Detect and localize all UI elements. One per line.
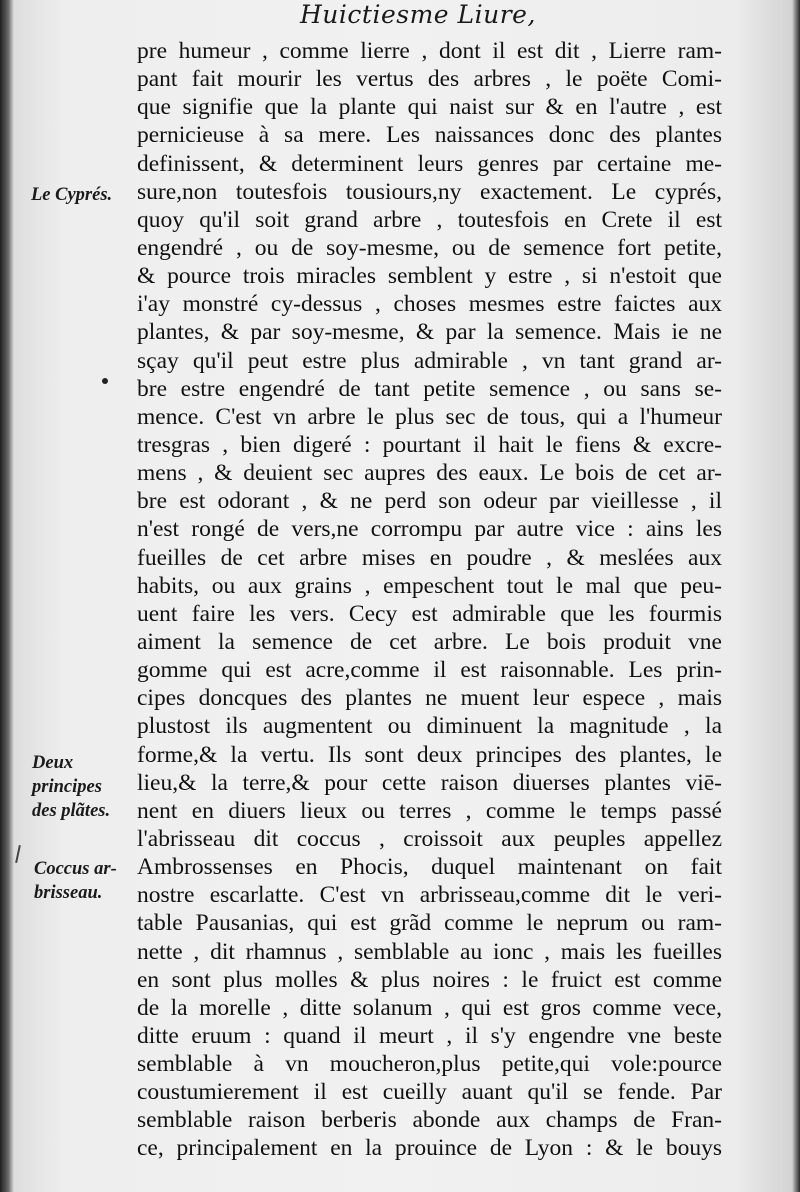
body-line: & pource trois miracles semblent y estre , si n'estoit que [137,263,722,290]
ink-dot [102,378,108,384]
body-line: aiment la semence de cet arbre. Le bois produit vne [137,628,722,655]
margin-note-line: des plãtes. [32,801,111,821]
body-line: i'ay monstré cy-dessus , choses mesmes estre faictes aux [137,291,722,318]
body-line: mence. C'est vn arbre le plus sec de tous, qui a l'humeur [137,403,722,430]
margin-note-cypres [31,183,112,207]
body-line: definissent, & determinent leurs genres par certaine me- [137,150,722,177]
body-line: de la morelle , ditte solanum , qui est gros comme vece, [137,994,722,1021]
body-line: en sont plus molles & plus noires : le fruict est comme [137,966,722,993]
body-line: forme,& la vertu. Ils sont deux principes des plantes, le [137,741,722,768]
body-line: nent en diuers lieux ou terres , comme le temps passé [137,797,722,824]
page-gutter-shadow [0,0,14,1192]
body-line: bre est odorant , & ne perd son odeur par vieillesse , il [137,488,722,515]
body-line: coustumierement il est cueilly auant qu'il se fende. Par [137,1079,722,1106]
body-line: nette , dit rhamnus , semblable au ionc , mais les fueilles [137,938,722,965]
body-line: semblable à vn moucheron,plus petite,qui vole:pource [137,1051,722,1078]
body-text [137,37,722,1163]
body-line: mens , & deuient sec aupres des eaux. Le bois de cet ar- [137,460,722,487]
body-line: sure,non toutesfois tousiours,ny exactement. Le cyprés, [137,178,722,205]
body-line: semblable raison berberis abonde aux champs de Fran- [137,1107,722,1134]
body-line: nostre escarlatte. C'est vn arbrisseau,comme dit le veri- [137,882,722,909]
body-line: gomme qui est acre,comme il est raisonnable. Les prin- [137,657,722,684]
body-line: engendré , ou de soy-mesme, ou de semence fort petite, [137,234,722,261]
page-edge-shadow [792,0,800,1192]
margin-note-line: Deux [32,753,74,773]
body-line: fueilles de cet arbre mises en poudre , & meslées aux [137,544,722,571]
body-line: sçay qu'il peut estre plus admirable , vn tant grand ar- [137,347,722,374]
body-line: ditte eruum : quand il meurt , il s'y engendre vne beste [137,1022,722,1049]
body-line: Ambrossenses en Phocis, duquel maintenant on fait [137,854,722,881]
body-line: n'est rongé de vers,ne corrompu par autre vice : ains les [137,516,722,543]
body-line: plantes, & par soy-mesme, & par la semence. Mais ie ne [137,319,722,346]
margin-note-line: Coccus ar- [34,859,117,879]
margin-note-deux-principes [32,751,110,823]
body-line: que signifie que la plante qui naist sur & en l'autre , est [137,94,722,121]
margin-note-line: Le Cyprés. [31,185,113,205]
body-line: pre humeur , comme lierre , dont il est dit , Lierre ram- [137,38,722,64]
body-line: bre estre engendré de tant petite semence , ou sans se- [137,375,722,402]
margin-note-line: brisseau. [34,883,103,903]
body-line: lieu,& la terre,& pour cette raison diuerses plantes viē- [137,769,722,796]
body-line: l'abrisseau dit coccus , croissoit aux peuples appellez [137,825,722,852]
margin-note-line: principes [32,777,102,797]
body-line: pernicieuse à sa mere. Les naissances donc des plantes [137,122,722,149]
body-line: tresgras , bien digeré : pourtant il hait le fiens & excre- [137,431,722,458]
body-line: habits, ou aux grains , empeschent tout le mal que peu- [137,572,722,599]
body-line: plustost ils augmentent ou diminuent la magnitude , la [137,713,722,740]
body-line: quoy qu'il soit grand arbre , toutesfois en Crete il est [137,206,722,233]
body-line: table Pausanias, qui est grãd comme le neprum ou ram- [137,910,722,937]
stray-mark [15,845,21,863]
margin-note-coccus [34,857,117,905]
running-head: Huictiesme Liure, [300,0,536,29]
body-line: uent faire les vers. Cecy est admirable que les fourmis [137,600,722,627]
body-line: ce, principalement en la prouince de Lyon : & le bouys [137,1135,722,1162]
body-line: pant fait mourir les vertus des arbres , le poëte Comi- [137,66,722,93]
body-line: cipes doncques des plantes ne muent leur espece , mais [137,685,722,712]
